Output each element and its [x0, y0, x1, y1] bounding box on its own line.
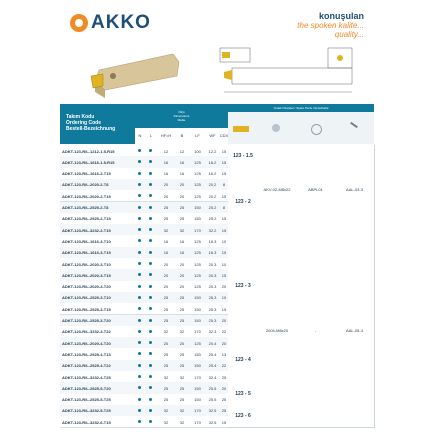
available-n-dot	[138, 149, 141, 152]
cell-b: 25	[179, 397, 185, 403]
cell-cdx: 10	[221, 261, 227, 267]
cell-b: 16	[179, 238, 185, 244]
spare-shim: ABPL01	[308, 187, 323, 193]
cell-lf: 125	[194, 250, 201, 256]
available-n-dot	[138, 217, 141, 220]
cell-cdx: 22	[221, 329, 227, 335]
ordering-code: ADKT-123-R/L-2020-2-T8	[62, 182, 109, 188]
cell-b: 25	[179, 318, 185, 323]
ordering-code: ADKT-123-R/L-2525-4-T13	[62, 351, 111, 357]
cell-h: 25	[163, 318, 169, 323]
cell-h: 32	[163, 227, 169, 233]
cell-wf: 20.2	[208, 182, 217, 188]
cell-h: 20	[163, 284, 169, 290]
column-header: CDX	[219, 133, 229, 138]
spare-shim: -	[314, 328, 317, 334]
available-n-dot	[138, 375, 141, 378]
insert-code: 123 - 3	[235, 283, 251, 290]
insert-icon	[233, 126, 249, 132]
column-header: B	[180, 133, 184, 138]
cell-wf: 25.4	[208, 363, 217, 369]
available-l-dot	[149, 217, 152, 220]
cell-lf: 125	[194, 284, 201, 290]
ordering-code: ADKT-123-R/L-2020-3-T10	[62, 261, 111, 267]
akko-logo	[70, 12, 151, 34]
cell-h: 25	[163, 306, 169, 312]
cell-h: 20	[163, 182, 169, 188]
available-l-dot	[149, 285, 152, 288]
spare-parts-header: Yedek Parçalar / Spare Parts / Ersatzteile	[228, 104, 374, 112]
available-l-dot	[149, 375, 152, 378]
cell-h: 32	[163, 419, 169, 425]
cell-b: 20	[179, 284, 185, 290]
cell-cdx: 20	[221, 284, 227, 290]
cell-h: 32	[163, 374, 169, 380]
slogan-line-3: quality...	[334, 30, 364, 39]
available-l-dot	[149, 149, 152, 152]
insert-code: 123 - 2	[235, 198, 251, 205]
available-n-dot	[138, 285, 141, 288]
cell-cdx: 15	[221, 148, 227, 154]
cell-cdx: 15	[221, 250, 227, 256]
cell-b: 20	[179, 272, 185, 278]
cell-wf: 20.3	[208, 261, 217, 267]
cell-b: 25	[179, 205, 185, 210]
cell-cdx: 10	[221, 238, 227, 244]
cell-lf: 170	[194, 374, 201, 380]
ordering-code: ADKT-123-R/L-2020-4-T20	[62, 340, 111, 346]
available-l-dot	[149, 262, 152, 265]
spare-screw: 2004-M8x20	[265, 328, 289, 334]
cell-lf: 125	[194, 182, 201, 188]
ordering-code: ADKT-123-R/L-3232-5-T25	[62, 408, 111, 414]
cell-lf: 170	[194, 408, 201, 414]
ordering-code: ADKT-123-R/L-2525-2-T8	[62, 205, 109, 210]
ordering-code: ADKT-123-R/L-2020-2-T15	[62, 193, 111, 199]
cell-lf: 125	[194, 261, 201, 267]
cell-wf: 20.3	[208, 284, 217, 290]
cell-lf: 125	[194, 272, 201, 278]
cell-lf: 125	[194, 171, 201, 177]
cell-b: 25	[179, 385, 185, 391]
cell-cdx: 25	[221, 397, 227, 403]
insert-code: 123 - 1.5	[233, 153, 253, 160]
available-l-dot	[149, 409, 152, 412]
cell-h: 20	[163, 193, 169, 199]
cell-wf: 16.2	[208, 159, 217, 165]
available-l-dot	[149, 183, 152, 186]
cell-wf: 32.2	[208, 227, 217, 233]
cell-wf: 16.2	[208, 171, 217, 177]
ordering-code: ADKT-123-R/L-3232-6-T15	[62, 419, 111, 425]
available-n-dot	[138, 319, 141, 322]
cell-h: 25	[163, 385, 169, 391]
cell-b: 20	[179, 193, 185, 199]
available-l-dot	[149, 319, 152, 322]
cell-b: 32	[179, 408, 185, 414]
spare-key: AAL-05-4	[346, 328, 363, 334]
cell-h: 20	[163, 340, 169, 346]
cell-cdx: 20	[221, 385, 227, 391]
tool-holder-photo	[85, 48, 185, 103]
cell-b: 32	[179, 227, 185, 233]
cell-cdx: 15	[221, 216, 227, 222]
ordering-code: ADKT-123-R/L-1616-1.5-R15	[62, 159, 115, 165]
dimensions-header: Ölçü Dimensions Maße	[135, 104, 228, 128]
cell-h: 16	[163, 238, 169, 244]
cell-cdx: 20	[221, 318, 227, 323]
cell-wf: 32.3	[208, 329, 217, 335]
cell-cdx: 15	[221, 306, 227, 312]
logo-mark-icon	[70, 14, 88, 32]
cell-wf: 32.5	[208, 408, 217, 414]
insert-code: 123 - 6	[235, 413, 251, 420]
technical-drawing	[210, 44, 360, 104]
cell-lf: 170	[194, 329, 201, 335]
cell-b: 16	[179, 171, 185, 177]
cell-cdx: 8	[222, 182, 226, 188]
cell-b: 32	[179, 374, 185, 380]
cell-b: 25	[179, 216, 185, 222]
available-l-dot	[149, 330, 152, 333]
cell-b: 25	[179, 351, 185, 357]
ordering-code: ADKT-123-R/L-2525-5-T25	[62, 397, 111, 403]
available-l-dot	[149, 364, 152, 367]
cell-lf: 150	[194, 351, 201, 357]
cell-b: 20	[179, 182, 185, 188]
slogan-line-1: konuşulan	[318, 11, 364, 21]
cell-wf: 25.3	[208, 318, 217, 323]
ordering-code: ADKT-123-R/L-3232-2-T15	[62, 227, 111, 233]
available-n-dot	[138, 409, 141, 412]
spare-screw: AKV-02-M8x22	[263, 187, 291, 193]
ordering-code: ADKT-123-R/L-1212-1.5-R15	[62, 148, 115, 154]
ordering-code: ADKT-123-R/L-3232-4-T25	[62, 374, 111, 380]
cell-h: 16	[163, 159, 169, 165]
cell-wf: 25.3	[208, 295, 217, 301]
cell-wf: 20.3	[208, 272, 217, 278]
insert-code: 123 - 4	[235, 356, 251, 363]
available-l-dot	[149, 206, 152, 209]
ordering-code: ADKT-123-R/L-2525-4-T22	[62, 363, 111, 369]
cell-b: 32	[179, 419, 185, 425]
available-l-dot	[149, 398, 152, 401]
cell-b: 25	[179, 295, 185, 301]
cell-wf: 16.3	[208, 238, 217, 244]
ordering-code: ADKT-123-R/L-2525-3-T15	[62, 306, 111, 312]
available-l-dot	[149, 172, 152, 175]
available-n-dot	[138, 330, 141, 333]
ordering-code: ADKT-123-R/L-1616-2-T15	[62, 171, 111, 177]
cell-h: 20	[163, 272, 169, 278]
available-n-dot	[138, 183, 141, 186]
cell-lf: 150	[194, 363, 201, 369]
cell-cdx: 15	[221, 419, 227, 425]
cell-cdx: 10	[221, 295, 227, 301]
ordering-code: ADKT-123-R/L-2020-3-T20	[62, 284, 111, 290]
cell-wf: 12.2	[208, 148, 217, 154]
logo-text: AKKO	[91, 12, 151, 33]
cell-lf: 150	[194, 318, 201, 323]
cell-h: 25	[163, 351, 169, 357]
shim-icon	[311, 124, 322, 135]
column-header: HF=H	[160, 133, 172, 138]
cell-wf: 32.4	[208, 374, 217, 380]
available-l-dot	[149, 296, 152, 299]
available-n-dot	[138, 206, 141, 209]
cell-wf: 20.4	[208, 340, 217, 346]
cell-lf: 170	[194, 227, 201, 233]
cell-cdx: 20	[221, 340, 227, 346]
cell-lf: 150	[194, 397, 201, 403]
available-n-dot	[138, 364, 141, 367]
cell-h: 20	[163, 261, 169, 267]
cell-lf: 125	[194, 193, 201, 199]
ordering-code: ADKT-123-R/L-3232-3-T22	[62, 329, 111, 335]
cell-h: 25	[163, 205, 169, 210]
ordering-code: ADKT-123-R/L-2525-3-T20	[62, 318, 111, 323]
cell-wf: 32.5	[208, 419, 217, 425]
available-l-dot	[149, 251, 152, 254]
column-header: LF	[195, 133, 200, 138]
cell-b: 25	[179, 306, 185, 312]
cell-b: 32	[179, 329, 185, 335]
cell-h: 25	[163, 295, 169, 301]
ordering-code: ADKT-123-R/L-1616-3-T10	[62, 238, 111, 244]
available-n-dot	[138, 251, 141, 254]
cell-wf: 25.4	[208, 351, 217, 357]
cell-cdx: 25	[221, 408, 227, 414]
cell-h: 32	[163, 329, 169, 335]
cell-wf: 16.3	[208, 250, 217, 256]
slogan-line-2: the spoken kalite...	[297, 21, 364, 30]
cell-h: 32	[163, 408, 169, 414]
cell-wf: 25.3	[208, 306, 217, 312]
cell-wf: 25.2	[208, 216, 217, 222]
cell-lf: 125	[194, 238, 201, 244]
ordering-code: ADKT-123-R/L-1616-3-T15	[62, 250, 111, 256]
column-header: WF	[209, 133, 216, 138]
cell-lf: 150	[194, 295, 201, 301]
cell-lf: 150	[194, 205, 201, 210]
cell-cdx: 22	[221, 363, 227, 369]
spare-icons-row	[228, 112, 374, 144]
cell-lf: 125	[194, 340, 201, 346]
cell-cdx: 15	[221, 193, 227, 199]
cell-lf: 100	[194, 148, 201, 154]
cell-cdx: 15	[221, 227, 227, 233]
cell-lf: 150	[194, 385, 201, 391]
cell-lf: 170	[194, 419, 201, 425]
cell-h: 12	[163, 148, 169, 154]
cell-h: 25	[163, 397, 169, 403]
cell-b: 12	[179, 148, 185, 154]
cell-h: 25	[163, 363, 169, 369]
cell-wf: 25.5	[208, 385, 217, 391]
cell-b: 16	[179, 159, 185, 165]
cell-b: 25	[179, 363, 185, 369]
available-n-dot	[138, 398, 141, 401]
cell-wf: 25.2	[208, 205, 217, 210]
slogan	[297, 12, 364, 39]
insert-code: 123 - 5	[235, 390, 251, 397]
cell-b: 20	[179, 340, 185, 346]
cell-cdx: 8	[222, 205, 226, 210]
cell-cdx: 15	[221, 171, 227, 177]
cell-lf: 150	[194, 216, 201, 222]
available-n-dot	[138, 262, 141, 265]
ordering-code: ADKT-123-R/L-2525-2-T15	[62, 216, 111, 222]
cell-lf: 150	[194, 306, 201, 312]
screw-icon	[272, 124, 280, 132]
spare-key: AAL-03-3	[346, 187, 363, 193]
ordering-code-header	[60, 104, 135, 144]
cell-cdx: 25	[221, 374, 227, 380]
header-title: Takım Kodu Ordering Code Bestell-Bezeichnung	[66, 114, 116, 132]
cell-b: 20	[179, 261, 185, 267]
cell-cdx: 13	[221, 351, 227, 357]
ordering-code: ADKT-123-R/L-2020-3-T15	[62, 272, 111, 278]
cell-wf: 25.5	[208, 397, 217, 403]
cell-cdx: 15	[221, 159, 227, 165]
cell-cdx: 15	[221, 272, 227, 278]
ordering-code: ADKT-123-R/L-2525-5-T20	[62, 385, 111, 391]
column-header: N	[138, 133, 142, 138]
cell-wf: 20.2	[208, 193, 217, 199]
cell-h: 16	[163, 171, 169, 177]
column-header: L	[149, 133, 153, 138]
cell-b: 16	[179, 250, 185, 256]
cell-h: 25	[163, 216, 169, 222]
available-n-dot	[138, 296, 141, 299]
cell-h: 16	[163, 250, 169, 256]
ordering-code: ADKT-123-R/L-2525-3-T10	[62, 295, 111, 301]
available-n-dot	[138, 172, 141, 175]
cell-lf: 125	[194, 159, 201, 165]
